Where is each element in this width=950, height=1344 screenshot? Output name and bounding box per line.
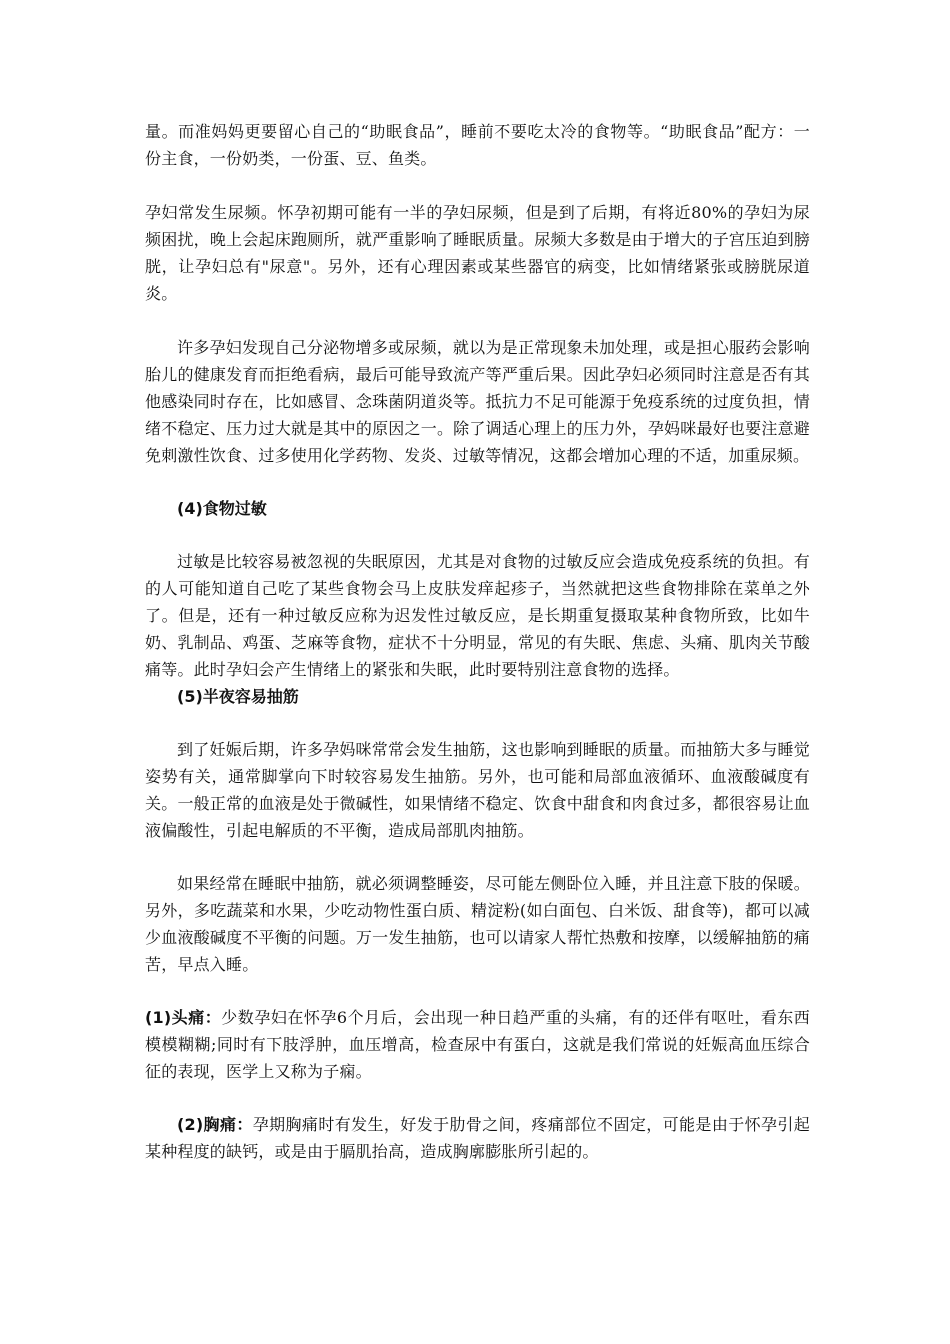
paragraph-cramps-cause: 到了妊娠后期，许多孕妈咪常常会发生抽筋，这也影响到睡眠的质量。而抽筋大多与睡觉姿势有关，通常脚掌向下时较容易发生抽筋。另外，也可能和局部血液循环、血液酸碱度有关。一般正常的血液是处于微碱性，如果情绪不稳定、饮食中甜食和肉食过多，都很容易让血液偏酸性，引起电解质的不平衡，造成局部肌肉抽筋。 [145, 740, 810, 840]
paragraph-chest-pain [145, 1111, 810, 1165]
paragraph-frequent-urination: 孕妇常发生尿频。怀孕初期可能有一半的孕妇尿频，但是到了后期，有将近80%的孕妇为尿频困扰，晚上会起床跑厕所，就严重影响了睡眠质量。尿频大多数是由于增大的子宫压迫到膀胱，让孕妇总有"尿意"。另外，还有心理因素或某些器官的病变，比如情绪紧张或膀胱尿道炎。 [145, 203, 810, 303]
headache-text: 少数孕妇在怀孕6个月后，会出现一种日趋严重的头痛，有的还伴有呕吐，看东西模模糊糊;同时有下肢浮肿，血压增高，检查尿中有蛋白，这就是我们常说的妊娠高血压综合征的表现，医学上又称为子痫。 [145, 1008, 810, 1081]
document-page [145, 118, 810, 1165]
heading-food-allergy: (4)食物过敏 [177, 499, 267, 518]
paragraph-sleep-food: 量。而准妈妈更要留心自己的“助眠食品”，睡前不要吃太冷的食物等。“助眠食品”配方：一份主食，一份奶类，一份蛋、豆、鱼类。 [145, 122, 810, 168]
term-headache: (1)头痛： [145, 1008, 222, 1027]
heading-night-cramps: (5)半夜容易抽筋 [177, 687, 299, 706]
paragraph-headache [145, 1004, 810, 1085]
term-chest-pain: (2)胸痛： [177, 1115, 253, 1134]
paragraph-cramps-remedy: 如果经常在睡眠中抽筋，就必须调整睡姿，尽可能左侧卧位入睡，并且注意下肢的保暖。另外，多吃蔬菜和水果，少吃动物性蛋白质、精淀粉(如白面包、白米饭、甜食等)，都可以减少血液酸碱度不平衡的问题。万一发生抽筋，也可以请家人帮忙热敷和按摩，以缓解抽筋的痛苦，早点入睡。 [145, 874, 810, 974]
paragraph-food-allergy: 过敏是比较容易被忽视的失眠原因，尤其是对食物的过敏反应会造成免疫系统的负担。有的人可能知道自己吃了某些食物会马上皮肤发痒起疹子，当然就把这些食物排除在菜单之外了。但是，还有一种过敏反应称为迟发性过敏反应，是长期重复摄取某种食物所致，比如牛奶、乳制品、鸡蛋、芝麻等食物，症状不十分明显，常见的有失眠、焦虑、头痛、肌肉关节酸痛等。此时孕妇会产生情绪上的紧张和失眠，此时要特别注意食物的选择。 [145, 552, 810, 679]
paragraph-infection-note: 许多孕妇发现自己分泌物增多或尿频，就以为是正常现象未加处理，或是担心服药会影响胎儿的健康发育而拒绝看病，最后可能导致流产等严重后果。因此孕妇必须同时注意是否有其他感染同时存在，比如感冒、念珠菌阴道炎等。抵抗力不足可能源于免疫系统的过度负担，情绪不稳定、压力过大就是其中的原因之一。除了调适心理上的压力外，孕妈咪最好也要注意避免刺激性饮食、过多使用化学药物、发炎、过敏等情况，这都会增加心理的不适，加重尿频。 [145, 338, 810, 465]
chest-pain-text: 孕期胸痛时有发生，好发于肋骨之间，疼痛部位不固定，可能是由于怀孕引起某种程度的缺钙，或是由于膈肌抬高，造成胸廓膨胀所引起的。 [145, 1115, 810, 1161]
